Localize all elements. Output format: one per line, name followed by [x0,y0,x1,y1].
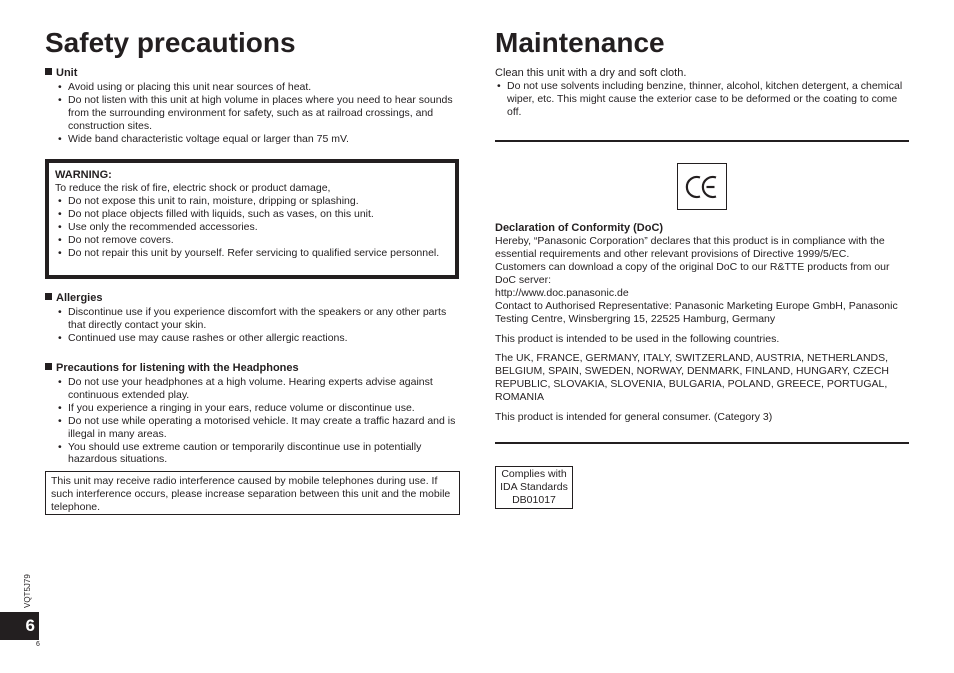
list-item: • Do not expose this unit to rain, moisture, dripping or splashing. [58,195,447,208]
square-bullet-icon [45,68,52,75]
list-item: • Do not place objects filled with liquids, such as vases, on this unit. [58,208,447,221]
maintenance-section [495,66,905,119]
list-item: • Discontinue use if you experience discomfort with the speakers or any other parts that directly contact your skin. [58,306,460,332]
headphones-section [45,361,460,466]
countries-intro: This product is intended to be used in the following countries. [495,333,780,345]
allergies-list [58,306,460,345]
doc-section [495,221,907,424]
safety-precautions-title: Safety precautions [45,27,296,58]
ida-compliance-box [495,466,573,509]
ida-line: IDA Standards [500,481,568,493]
unit-section [45,66,460,146]
unit-list [58,81,460,146]
ida-line: DB01017 [512,494,556,506]
warning-heading: WARNING: [55,169,112,181]
doc-url: http://www.doc.panasonic.de [495,287,629,299]
list-item: • If you experience a ringing in your ears, reduce volume or discontinue use. [58,402,460,415]
ce-mark-icon [685,174,719,200]
list-item: • Do not repair this unit by yourself. Refer servicing to qualified service personnel. [58,247,447,260]
doc-code: VQT5J79 [23,574,32,608]
maintenance-list [497,80,905,119]
doc-heading: Declaration of Conformity (DoC) [495,222,664,234]
page-number-badge: 6 [0,612,39,640]
ida-line: Complies with [501,468,567,480]
allergies-heading: Allergies [45,291,460,305]
list-item: • You should use extreme caution or temporarily discontinue use in potentially hazardous situations. [58,441,460,467]
ce-mark-box [677,163,727,210]
square-bullet-icon [45,363,52,370]
list-item: • Do not use your headphones at a high volume. Hearing experts advise against continuous extended play. [58,376,460,402]
page-number-small: 6 [36,641,40,648]
maintenance-title: Maintenance [495,27,665,58]
divider [495,442,909,444]
list-item: • Do not listen with this unit at high volume in places where you need to hear sounds from the surrounding environment for safety, such as at railroad crossings, and construction sites. [58,94,460,133]
divider [495,140,909,142]
doc-text: Hereby, “Panasonic Corporation” declares that this product is in compliance with the essential requirements and other relevant provisions of Directive 1999/5/EC. [495,235,885,260]
doc-text-2: Customers can download a copy of the original DoC to our R&TTE products from our DoC server: [495,261,890,286]
allergies-section [45,291,460,345]
maintenance-intro: Clean this unit with a dry and soft cloth. [495,67,687,79]
unit-heading: Unit [45,66,460,80]
warning-intro: To reduce the risk of fire, electric shock or product damage, [55,182,331,194]
list-item: • Do not use while operating a motorised vehicle. It may create a traffic hazard and is illegal in many areas. [58,415,460,441]
list-item: • Use only the recommended accessories. [58,221,447,234]
list-item: • Do not use solvents including benzine, thinner, alcohol, kitchen detergent, a chemical wiper, etc. This might cause the exterior case to be deformed or the coating to come off. [497,80,905,119]
warning-list [58,195,447,260]
list-item: • Continued use may cause rashes or other allergic reactions. [58,332,460,345]
interference-box: This unit may receive radio interference caused by mobile telephones during use. If such interference occurs, please increase separation between this unit and the mobile telephone. [45,471,460,515]
warning-box [45,159,459,279]
list-item: • Wide band characteristic voltage equal or larger than 75 mV. [58,133,460,146]
headphones-heading: Precautions for listening with the Headphones [45,361,460,375]
list-item: • Do not remove covers. [58,234,447,247]
headphones-list [58,376,460,466]
consumer-category: This product is intended for general consumer. (Category 3) [495,411,773,423]
countries-list: The UK, FRANCE, GERMANY, ITALY, SWITZERLAND, AUSTRIA, NETHERLANDS, BELGIUM, SPAIN, SWEDEN, NORWAY, DENMARK, FINLAND, HUNGARY, CZECH REPUBLIC, SLOVAKIA, SLOVENIA, BULGARIA, POLAND, GREECE, PORTUGAL, ROMANIA [495,352,890,403]
doc-contact: Contact to Authorised Representative: Panasonic Marketing Europe GmbH, Panasonic Testing Centre, Winsbergring 15, 22525 Hamburg, Germany [495,300,898,325]
list-item: • Avoid using or placing this unit near sources of heat. [58,81,460,94]
square-bullet-icon [45,293,52,300]
